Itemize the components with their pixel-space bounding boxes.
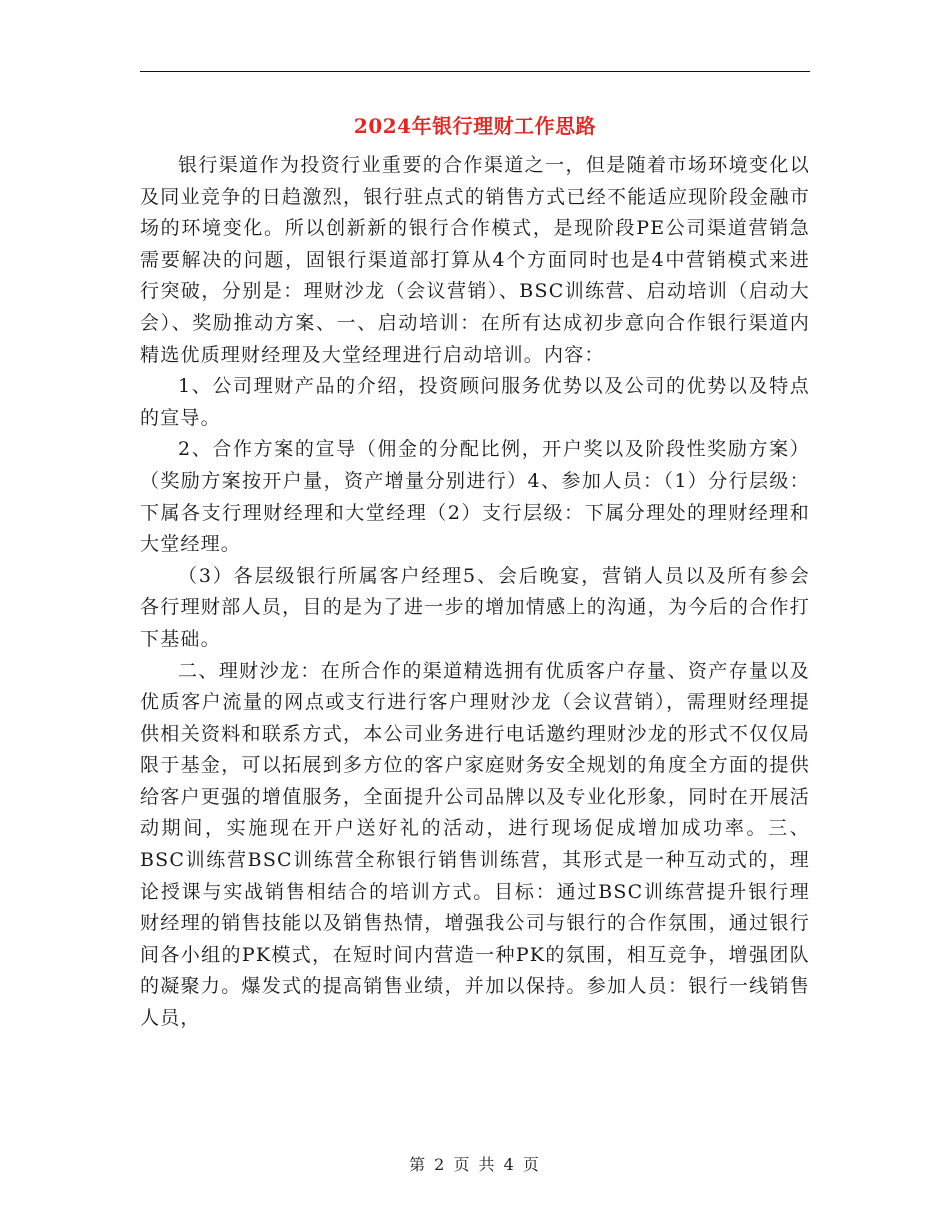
paragraph-item-3: （3）各层级银行所属客户经理5、会后晚宴，营销人员以及所有参会各行理财部人员，目的是为了进一步的增加情感上的沟通，为今后的合作打下基础。 (140, 564, 810, 650)
header-rule (140, 71, 810, 72)
paragraph-item-2: 2、合作方案的宣导（佣金的分配比例，开户奖以及阶段性奖励方案）（奖励方案按开户量，资产增量分别进行）4、参加人员：（1）分行层级：下属各支行理财经理和大堂经理（2）支行层级：下属分理处的理财经理和大堂经理。 (140, 438, 810, 556)
paragraph-intro: 银行渠道作为投资行业重要的合作渠道之一，但是随着市场环境变化以及同业竞争的日趋激烈，银行驻点式的销售方式已经不能适应现阶段金融市场的环境变化。所以创新新的银行合作模式，是现阶段PE公司渠道营销急需要解决的问题，固银行渠道部打算从4个方面同时也是4中营销模式来进行突破，分别是：理财沙龙（会议营销）、BSC训练营、启动培训（启动大会）、奖励推动方案、一、启动培训：在所有达成初步意向合作银行渠道内精选优质理财经理及大堂经理进行启动培训。内容： (140, 154, 810, 366)
document-title: 2024年银行理财工作思路 (353, 114, 597, 138)
page-footer: 第 2 页 共 4 页 (409, 1155, 541, 1174)
paragraph-salon-bsc: 二、理财沙龙：在所合作的渠道精选拥有优质客户存量、资产存量以及优质客户流量的网点或支行进行客户理财沙龙（会议营销），需理财经理提供相关资料和联系方式，本公司业务进行电话邀约理财沙龙的形式不仅仅局限于基金，可以拓展到多方位的客户家庭财务安全规划的角度全方面的提供给客户更强的增值服务，全面提升公司品牌以及专业化形象，同时在开展活动期间，实施现在开户送好礼的活动，进行现场促成增加成功率。三、BSC训练营BSC训练营全称银行销售训练营，其形式是一种互动式的，理论授课与实战销售相结合的培训方式。目标：通过BSC训练营提升银行理财经理的销售技能以及销售热情，增强我公司与银行的合作氛围，通过银行间各小组的PK模式，在短时间内营造一种PK的氛围，相互竞争，增强团队的凝聚力。爆发式的提高销售业绩，并加以保持。参加人员：银行一线销售人员， (140, 659, 810, 1030)
document-body (140, 150, 810, 1035)
paragraph-item-1: 1、公司理财产品的介绍，投资顾问服务优势以及公司的优势以及特点的宣导。 (140, 375, 810, 429)
